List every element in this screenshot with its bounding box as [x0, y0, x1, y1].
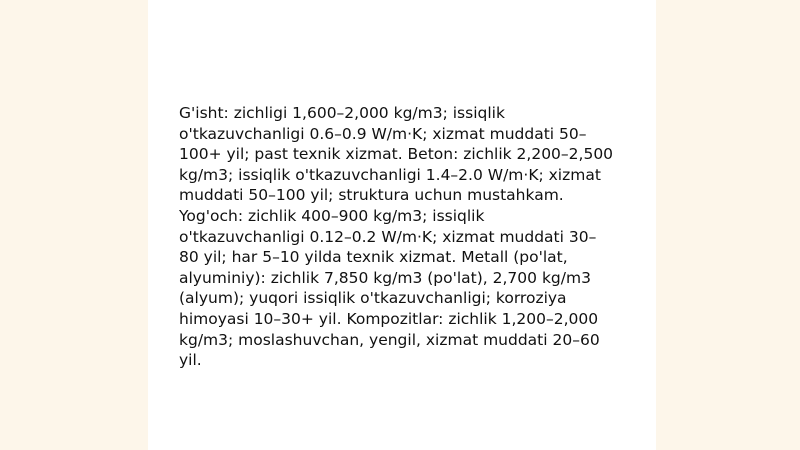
- body-paragraph: G'isht: zichligi 1,600–2,000 kg/m3; issiqlik o'tkazuvchanligi 0.6–0.9 W/m·K; xizmat muddati 50– 100+ yil; past texnik xizmat. Beton: zichlik 2,200–2,500 kg/m3; issiqlik o'tkazuvchanligi 1.4–2.0 W/m·K; xizmat muddati 50–100 yil; struktura uchun mustahkam. Yog'och: zichlik 400–900 kg/m3; issiqlik o'tkazuvchanligi 0.12–0.2 W/m·K; xizmat muddati 30– 80 yil; har 5–10 yilda texnik xizmat. Metall (po'lat, alyuminiy): zichlik 7,850 kg/m3 (po'lat), 2,700 kg/m3 (alyum); yuqori issiqlik o'tkazuvchanligi; korroziya himoyasi 10–30+ yil. Kompozitlar: zichlik 1,200–2,000 kg/m3; moslashuvchan, yengil, xizmat muddati 20–60 yil.: [179, 104, 614, 370]
- document-page: [148, 0, 656, 450]
